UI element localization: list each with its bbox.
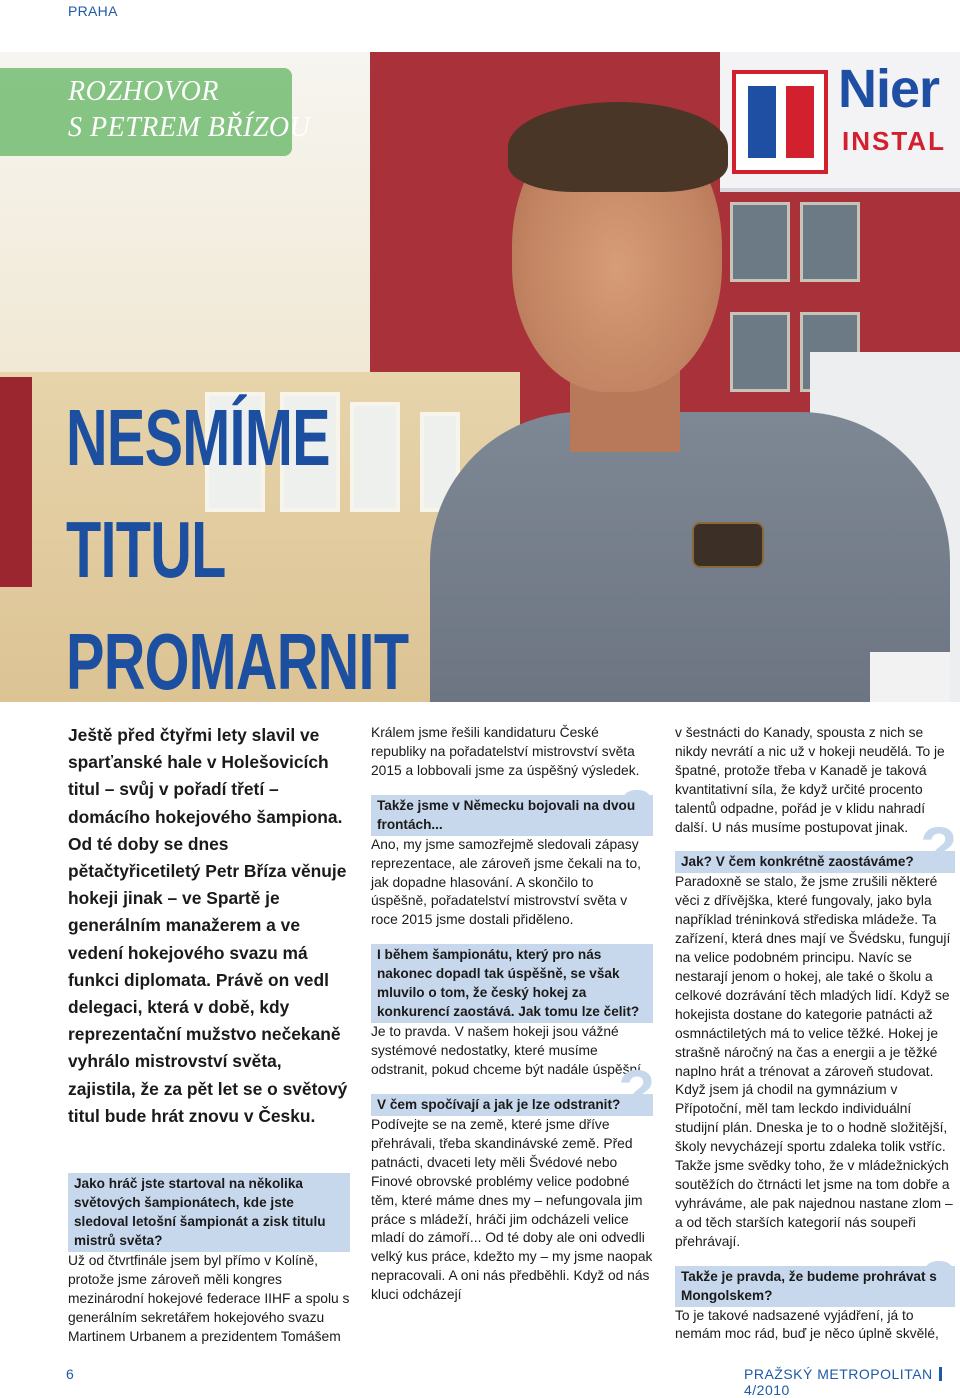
question-text: Jako hráč jste startoval na několika světových šampionátech, kde jste sledoval letošní šampionát a zisk titulu mistrů světa?: [74, 1176, 326, 1248]
question-4: [371, 1057, 655, 1125]
question-mark-icon: ?: [618, 1057, 655, 1125]
shirt-emblem-icon: [692, 522, 764, 568]
page-number: 6: [66, 1366, 74, 1382]
question-mark-icon: ?: [315, 1194, 352, 1261]
lead-paragraph: Ještě před čtyřmi lety slavil ve sparťanské hale v Holešovicích titul – svůj v pořadí třetí – domácího hokejového šampiona. Od té doby se dnes pětačtyřicetiletý Petr Bříza věnuje hokeji jinak – ve Spartě je generálním manažerem a ve vedení hokejového svazu má funkci diplomata. Právě on vedl delegaci, která v době, kdy reprezentační mužstvo nečekaně vyhrálo mistrovství světa, zajistila, že za pět let se o světový titul bude hrát znovu v Česku.: [68, 725, 348, 1126]
question-text: Jak? V čem konkrétně zaostáváme?: [681, 854, 914, 870]
footer-magazine: [744, 1366, 960, 1398]
question-text: V čem spočívají a jak je lze odstranit?: [377, 1096, 621, 1112]
question-mark-icon: ?: [920, 1248, 957, 1316]
headline-line-1: NESMÍME: [66, 393, 330, 482]
interview-tag-text: [68, 74, 310, 146]
answer-1: Už od čtvrtfinále jsem byl přímo v Kolíně, protože jsme zároveň měli kongres mezinárodní hokejové federace IIHF a spolu s generálním sekretářem hokejového svazu Martinem Urbanem a prezidentem Tomášem: [68, 1253, 350, 1344]
section-label: PRAHA: [68, 3, 118, 19]
question-text: I během šampionátu, který pro nás nakonec dopadl tak úspěšně, se však mluvilo o tom, že český hokej za konkurencí zaostává. Jak tomu lze čelit?: [377, 947, 640, 1020]
column-2: [371, 724, 653, 1305]
issue-number: 4/2010: [744, 1382, 790, 1398]
question-mark-icon: ?: [618, 777, 655, 845]
tag-line-2: S PETREM BŘÍZOU: [68, 112, 311, 143]
question-mark-icon: ?: [618, 965, 655, 1033]
headline: [66, 382, 408, 718]
answer-4: Podívejte se na země, které jsme dříve přehrávali, třeba skandinávské země. Před patnácti, dvaceti lety měli Švédové nebo Finové obrovské problémy velice podobné těm, které máme dnes my – nefungovala jim práce s mládeží, hráči jim odcházeli velice mladí do zámoří... Od té doby ale oni odvedli velký kus práce, kdežto my – my jsme naopak nepracovali. A oni nás předběhli. Když od nás kluci odcházejí: [371, 1116, 653, 1303]
divider: [939, 1367, 942, 1381]
answer-3: Je to pravda. V našem hokeji jsou vážné systémové nedostatky, které musíme odstranit, pokud chceme být nadále úspěšní.: [371, 1024, 645, 1078]
sign-text: Nier: [838, 59, 940, 119]
headline-line-3: PROMARNIT: [66, 617, 409, 706]
question-6: [675, 1248, 957, 1316]
column-1: [68, 1173, 350, 1347]
answer-2: Ano, my jsme samozřejmě sledovali zápasy reprezentace, ale zároveň jsme čekali na to, jak dopadne hlasování. A skončilo to úspěšně, pořadatelství mistrovství světa v roce 2015 jsme dostali přiděleno.: [371, 836, 641, 928]
question-3: [371, 944, 655, 1033]
sign-subtext: INSTAL: [842, 126, 946, 156]
question-2: [371, 777, 655, 845]
sleeve: [870, 652, 950, 702]
question-mark-icon: ?: [920, 815, 957, 883]
magazine-name: PRAŽSKÝ METROPOLITAN: [744, 1366, 933, 1382]
answer-6: To je takové nadsazené vyjádření, já to nemám moc rád, buď je něco úplně skvělé,: [675, 1307, 939, 1342]
question-5: [675, 815, 957, 883]
answer-5: Paradoxně se stalo, že jsme zrušili některé věci z dřívějška, které fungovaly, jako byla například tréninková střediska mládeže. Ta zařízení, která dnes mají ve Švédsku, fungují na velice podobném principu. Navíc se nestarají jenom o hokej, ale také o školu a celkové dozrávání těch mladých lidí. Když se hokejista dostane do kategorie patnácti až osmnáctiletých má to velice těžké. Hokej je strašně náročný na čas a energii a je těžké naplno hrát a trénovat a zároveň studovat. Když jsem já chodil na gymnázium v Přípotoční, měl tam leckdo individuální studijní plán. Dneska je to o hodně složitější, školy nevycházejí sportu zdaleka tolik vstříc. Takže jsme svědky toho, že v mládežnických soutěžích do čtrnácti let jsme na tom dobře a vyhráváme, ale pak najednou nastane zlom – a od těch starších kategorií nás soupeři přehrávají.: [675, 874, 953, 1249]
person: [430, 92, 950, 702]
column-3: [675, 724, 955, 1344]
paragraph: v šestnácti do Kanady, spousta z nich se nikdy nevrátí a nic už v hokeji neudělá. To je špatné, protože třeba v Kanadě je taková kvantitativní síla, že když určité procento talentů odpadne, pořád je v klidu nahradí další. U nás musíme postupovat jinak.: [675, 725, 945, 835]
tag-line-1: ROZHOVOR: [68, 76, 219, 107]
question-1: [68, 1173, 352, 1261]
question-text: Takže jsme v Německu bojovali na dvou frontách...: [377, 797, 636, 832]
headline-line-2: TITUL: [66, 505, 226, 594]
hair: [508, 102, 728, 192]
paragraph: Králem jsme řešili kandidaturu České republiky na pořadatelství mistrovství světa 2015 a lobbovali jsme za úspěšný výsledek.: [371, 725, 640, 778]
question-text: Takže je pravda, že budeme prohrávat s Mongolskem?: [681, 1268, 937, 1303]
banner: [0, 377, 32, 587]
